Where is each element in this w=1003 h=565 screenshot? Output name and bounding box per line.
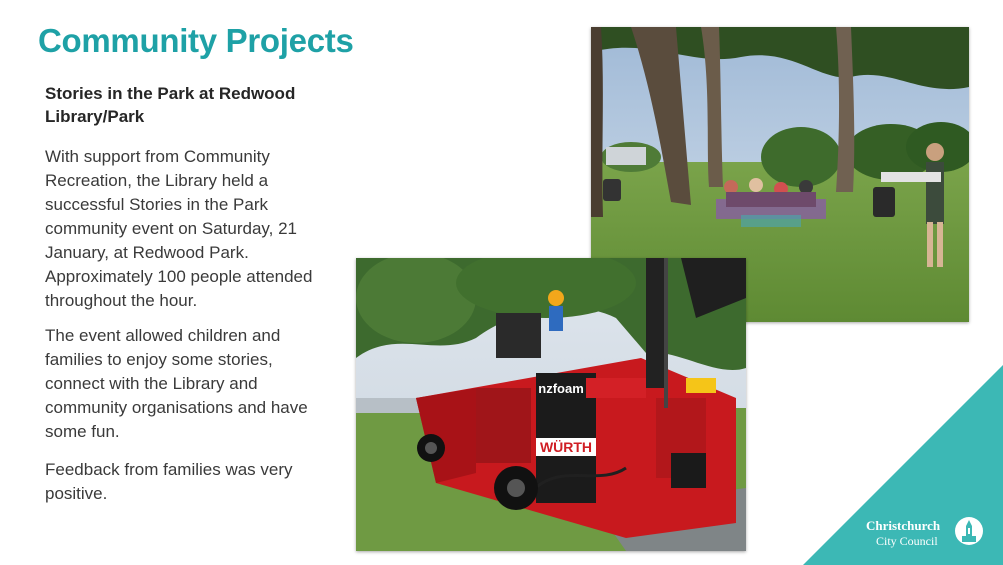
cathedral-logo-icon	[954, 516, 984, 546]
fire-truck-photo	[356, 258, 746, 551]
subheading: Stories in the Park at Redwood Library/Park	[45, 84, 296, 126]
truck-sign-wurth: WÜRTH	[539, 439, 593, 455]
logo-org-line1: Christchurch	[866, 518, 941, 533]
body-paragraph-1: With support from Community Recreation, the Library held a successful Stories in the Park community event on Saturday, 21 January, at Redwood Park. Approximately 100 people attended throughout the hour.	[45, 147, 313, 310]
body-paragraph-2: The event allowed children and families to enjoy some stories, connect with the Library and community organisations and have some fun.	[45, 326, 308, 441]
slide-title: Community Projects	[38, 22, 354, 59]
council-logo	[862, 515, 987, 551]
logo-org-line2: City Council	[876, 534, 938, 548]
body-paragraph-3: Feedback from families was very positive.	[45, 460, 293, 503]
truck-sign-nzfoam: nzfoam	[538, 381, 584, 396]
